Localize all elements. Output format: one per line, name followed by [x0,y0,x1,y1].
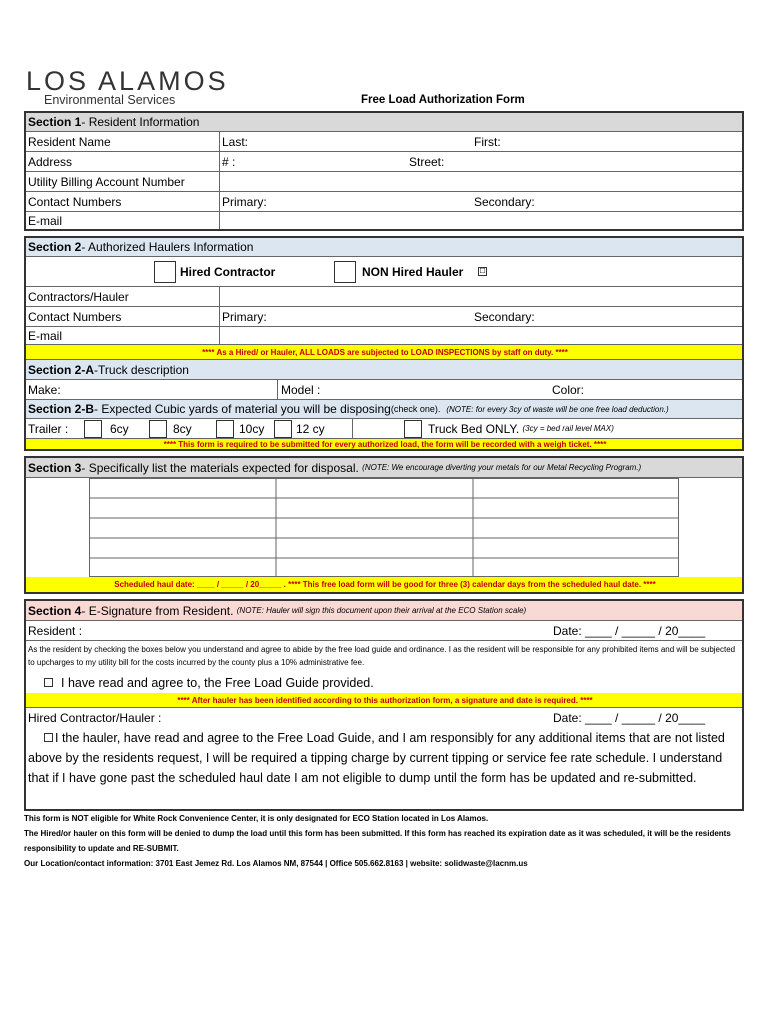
resident-name-row[interactable]: Resident Name Last: First: [26,132,742,152]
weigh-note-bar: **** This form is required to be submitted for every authorized load, the form will be recorded with a weigh ticket. **** [26,439,742,449]
footer-line-3: Our Location/contact information: 3701 East Jemez Rd. Los Alamos NM, 87544 | Office 505.662.8163 | website: solidwaste@lacnm.us [24,859,528,868]
section-4-heading: Section 4 - E-Signature from Resident. (NOTE: Hauler will sign this document upon their arrival at the ECO Station scale) [26,601,742,621]
truck-description-row[interactable]: Make: Model : Color: [26,380,742,400]
check-symbol-icon: ☐ [479,268,486,275]
section-1-heading: Section 1 - Resident Information [26,113,742,132]
contact-numbers-row[interactable]: Contact Numbers Primary: Secondary: [26,192,742,212]
form-title: Free Load Authorization Form [361,94,525,106]
section-2a-heading: Section 2-A -Truck description [26,360,742,380]
email-row[interactable]: E-mail [26,212,742,229]
footer-line-1: This form is NOT eligible for White Rock Convenience Center, it is only designated for ECO Station located in Los Alamos. [24,814,489,823]
non-hired-hauler-checkbox[interactable] [334,261,356,283]
address-row[interactable]: Address # : Street: [26,152,742,172]
hauler-type-row: Hired Contractor NON Hired Hauler ☐ [26,257,742,287]
agree-checkbox[interactable] [44,678,53,687]
hauler-email-row[interactable]: E-mail [26,327,742,345]
section-2b-heading: Section 2-B - Expected Cubic yards of material you will be disposing (check one). (NOTE: for every 3cy of waste will be one free load deduction.) [26,400,742,419]
footer-notes [24,811,744,871]
footer-line-2: The Hired/or hauler on this form will be denied to dump the load until this form has been submitted. If this form has reached its expiration date as it was scheduled, it will be the residents responsibility to update and RE-SUBMIT. [24,829,731,853]
haul-date-bar: Scheduled haul date: ____ / _____ / 20_____ . **** This free load form will be good for three (3) calendar days from the scheduled haul date. **** [26,577,742,592]
materials-table[interactable] [89,478,679,577]
6cy-checkbox[interactable] [84,420,102,438]
hired-contractor-checkbox[interactable] [154,261,176,283]
hauler-contact-row[interactable]: Contact Numbers Primary: Secondary: [26,307,742,327]
cubic-yards-row: Trailer : 6cy 8cy 10cy 12 cy Truck Bed ONLY. (3cy = bed rail level MAX) [26,419,742,439]
logo: LOS ALAMOS [26,66,229,96]
12cy-checkbox[interactable] [274,420,292,438]
hauler-agree-checkbox[interactable] [44,733,53,742]
logo-subtitle: Environmental Services [44,93,176,107]
hauler-signature-row[interactable]: Hired Contractor/Hauler : Date: ____ / _____ / 20____ [28,711,706,725]
utility-account-row[interactable]: Utility Billing Account Number [26,172,742,192]
inspection-note-bar: **** As a Hired/ or Hauler, ALL LOADS are subjected to LOAD INSPECTIONS by staff on duty. **** [26,345,742,360]
resident-signature-row[interactable]: Resident : Date: ____ / _____ / 20____ [26,621,742,641]
materials-grid [89,478,679,577]
section-2 [24,236,744,451]
8cy-checkbox[interactable] [149,420,167,438]
section-1 [24,111,744,231]
section-3 [24,456,744,594]
agree-row: I have read and agree to, the Free Load Guide provided. [26,672,742,693]
section-2-heading: Section 2 - Authorized Haulers Information [26,238,742,257]
section-4 [24,599,744,811]
section-3-heading: Section 3 - Specifically list the materials expected for disposal. (NOTE: We encourage diverting your metals for our Metal Recycling Program.) [26,458,742,478]
hauler-agreement-text: I the hauler, have read and agree to the Free Load Guide, and I am responsibly for any additional items that are not listed above by the residents request, I will be required a tipping charge by current tipping or service fee rate schedule. I understand that if I have gone past the scheduled haul date I am not eligible to dump until the form has be updated and re-submitted. [28,731,725,785]
truck-bed-checkbox[interactable] [404,420,422,438]
10cy-checkbox[interactable] [216,420,234,438]
resident-agreement-text: As the resident by checking the boxes below you understand and agree to abide by the free load guide and ordinance. I as the resident will be responsible for any prohibited items and will be subjected to upcharges to my utility bill for the costs incurred by the county plus a 10% administrative fee. [28,645,736,667]
contractors-hauler-row[interactable]: Contractors/Hauler [26,287,742,307]
hauler-note-bar: **** After hauler has been identified according to this authorization form, a signature and date is required. **** [26,693,742,708]
